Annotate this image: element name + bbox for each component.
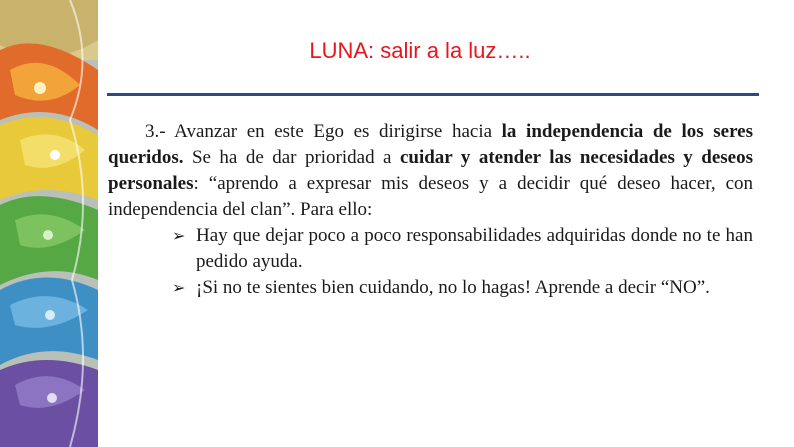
- bullet-text: ¡Si no te sientes bien cuidando, no lo hagas! Aprende a decir “NO”.: [196, 277, 710, 298]
- paragraph-emphasis: cuidar y atender las necesidades y deseos personales: [108, 147, 753, 194]
- slide-title: LUNA: salir a la luz…..: [309, 38, 531, 63]
- paragraph-text: : “aprendo a expresar mis deseos y a decidir qué deseo hacer, con independencia del clan”. Para ello:: [108, 173, 753, 220]
- paragraph-emphasis: la independencia de los seres queridos.: [108, 121, 753, 168]
- intro-paragraph: [108, 119, 753, 223]
- bullet-text: Hay que dejar poco a poco responsabilidades adquiridas donde no te han pedido ayuda.: [196, 225, 753, 272]
- paragraph-text: 3.- Avanzar en este Ego es dirigirse hacia: [145, 121, 502, 142]
- decorative-mandala-art: [0, 0, 98, 447]
- title-divider: [107, 93, 759, 96]
- slide-body: [108, 119, 753, 301]
- arrow-bullet-icon: ➢: [172, 226, 186, 245]
- bullet-item: [172, 223, 753, 275]
- bullet-item: [172, 275, 753, 301]
- arrow-bullet-icon: ➢: [172, 278, 186, 297]
- bullet-list: [108, 223, 753, 301]
- paragraph-text: Se ha de dar prioridad a: [183, 147, 400, 168]
